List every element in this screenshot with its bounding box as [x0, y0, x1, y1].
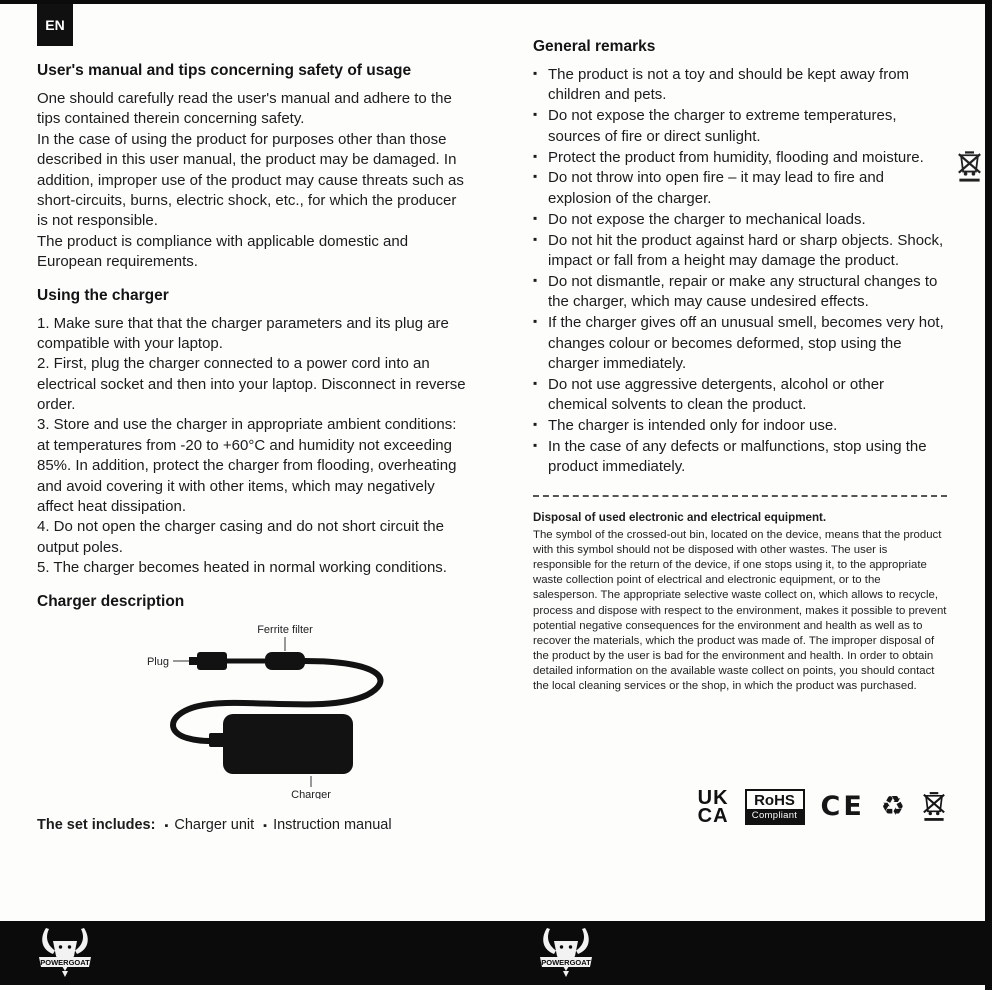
weee-crossed-bin-icon — [921, 791, 947, 822]
footer-bar — [0, 921, 992, 985]
general-remark-item: ▪ The product is not a toy and should be kept away from children and pets. — [533, 65, 947, 106]
set-includes-item-text: Charger unit — [174, 816, 255, 833]
powergoat-logo — [36, 926, 94, 980]
general-remark-item: ▪ The charger is intended only for indoor use. — [533, 416, 947, 436]
language-badge: EN — [37, 4, 73, 46]
general-remark-item: ▪ Do not hit the product against hard or sharp objects. Shock, impact or fall from a height may damage the product. — [533, 231, 947, 272]
general-remark-item: ▪ Do not expose the charger to extreme temperatures, sources of fire or direct sunlight. — [533, 106, 947, 147]
general-remark-item: ▪ Do not expose the charger to mechanical loads. — [533, 210, 947, 230]
using-step: 4. Do not open the charger casing and do not short circuit the output poles. — [37, 518, 444, 556]
general-remarks-heading: General remarks — [533, 38, 656, 55]
set-includes-item-text: Instruction manual — [273, 816, 392, 833]
rohs-title: RoHS — [754, 791, 795, 809]
recycling-icon: ♻ — [880, 791, 905, 823]
safety-paragraph: In the case of using the product for purposes other than those described in this user manual, the product may be damaged. In addition, improper use of the product may cause threats such as short-circuits, burns, electric shock, etc., for which the producer is not responsible. — [37, 130, 464, 230]
charger-diagram-drawing — [67, 621, 467, 799]
set-includes-item — [263, 817, 391, 833]
disposal-heading: Disposal of used electronic and electrical equipment. — [533, 510, 827, 524]
right-border — [985, 0, 992, 990]
using-step: 2. First, plug the charger connected to a power cord into an electrical socket and then into your laptop. Disconnect in reverse order. — [37, 355, 466, 414]
set-includes-label: The set includes: — [37, 816, 156, 833]
using-charger-heading: Using the charger — [37, 286, 169, 304]
ce-mark: CE — [820, 791, 865, 823]
section-charger-description — [37, 593, 471, 799]
rohs-mark — [745, 789, 805, 826]
using-step: 5. The charger becomes heated in normal working conditions. — [37, 559, 447, 577]
plug-label: Plug — [146, 655, 169, 668]
safety-paragraph: The product is compliance with applicable domestic and European requirements. — [37, 232, 409, 271]
disposal-body: The symbol of the crossed-out bin, located on the device, means that the product with this symbol should not be disposed with other wastes. The user is responsible for the return of the device, if one stops using it, to the appropriate waste collection point of electrical and electronic equipment, or to the salesperson. The appropriate selective waste collect on, which allows to recycle, process and dispose with respect to the environment, makes it possible to prevent potential negative consequences for the environment and health as well as to recover the materials, which the product was made of. The improper disposal of the product by the user is bad for the environment and health. In order to obtain detailed information on the available waste collect on points, you should contact the local cleaning services or the shop, in which the product was purchased. — [533, 528, 947, 693]
ferrite-filter-label: Ferrite filter — [257, 623, 313, 636]
charger-diagram — [67, 621, 467, 799]
charger-description-heading: Charger description — [37, 592, 185, 610]
section-safety — [37, 62, 471, 273]
square-bullet-icon: ▪ — [263, 819, 268, 832]
general-remark-item: ▪ Do not throw into open fire – it may lead to fire and explosion of the charger. — [533, 168, 947, 209]
ukca-line2: CA — [697, 804, 729, 827]
right-column — [533, 38, 947, 825]
rohs-compliant-label: Compliant — [747, 809, 803, 824]
powergoat-wordmark: POWERGOAT — [40, 958, 90, 967]
powergoat-wordmark: POWERGOAT — [541, 958, 591, 967]
dashed-separator — [533, 495, 947, 497]
crossed-bin-icon — [956, 150, 983, 183]
general-remarks-list — [533, 65, 947, 478]
safety-paragraph: One should carefully read the user's manual and adhere to the tips contained therein concerning safety. — [37, 90, 452, 128]
general-remark-item: ▪ Do not dismantle, repair or make any structural changes to the charger, which may cause undesired effects. — [533, 272, 947, 313]
safety-heading: User's manual and tips concerning safety of usage — [37, 62, 412, 79]
square-bullet-icon: ▪ — [164, 819, 169, 832]
using-step: 3. Store and use the charger in appropriate ambient conditions: at temperatures from -20 to +60°C and humidity not exceeding 85%. In addition, protect the charger from flooding, overheating and avoid covering it with other items, which may negatively affect heat dissipation. — [37, 416, 457, 516]
certification-marks — [533, 786, 947, 827]
charger-label: Charger — [291, 788, 331, 799]
general-remark-item: ▪ Protect the product from humidity, flooding and moisture. — [533, 148, 947, 168]
general-remark-item: ▪ If the charger gives off an unusual smell, becomes very hot, changes colour or becomes deformed, stop using the charger immediately. — [533, 313, 947, 374]
set-includes-line — [37, 817, 471, 833]
general-remark-item: ▪ In the case of any defects or malfunctions, stop using the product immediately. — [533, 437, 947, 478]
using-step: 1. Make sure that that the charger parameters and its plug are compatible with your laptop. — [37, 314, 449, 352]
ukca-line1: UK — [697, 786, 729, 809]
section-using-charger — [37, 287, 471, 579]
set-includes-item — [164, 817, 254, 833]
general-remark-item: ▪ Do not use aggressive detergents, alcohol or other chemical solvents to clean the product. — [533, 375, 947, 416]
top-border — [0, 0, 992, 4]
ukca-mark — [697, 786, 729, 827]
left-column — [37, 62, 471, 833]
powergoat-logo — [537, 926, 595, 980]
